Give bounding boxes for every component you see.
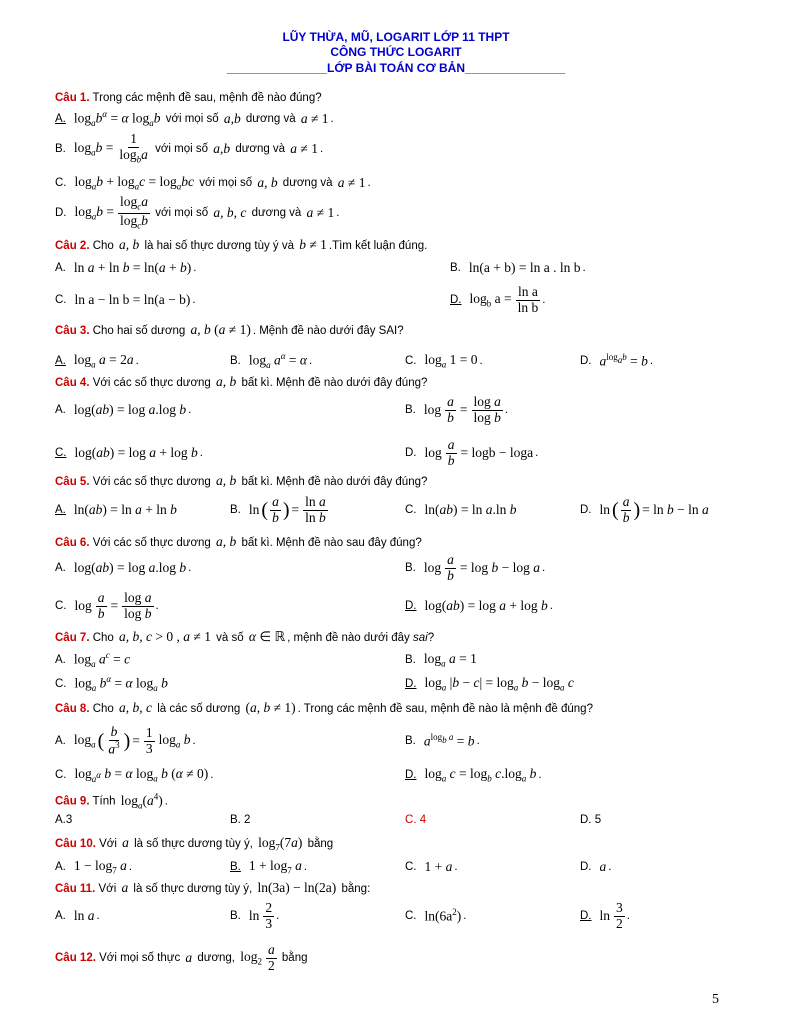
- q8-options-ab: A. $\log_a$ ( b $a^3$ ) = $\frac{1}{3}$ $\log_a b$ . B. $a^{log_b a} = b$ .: [55, 723, 480, 757]
- q1-option-d: D. $\log_ab$ = $\frac{\log_ca}{\log_cb}$ với mọi số a, b, c dương và a ≠ 1 .: [55, 193, 340, 231]
- q4-options-ab: A. log(ab) = log a.log b . B. log $\frac{a}{b}$ = $\frac{\text{log a}}{\text{log b}}$ .: [55, 393, 509, 425]
- doc-section-title: _______________LỚP BÀI TOÁN CƠ BẢN_______________: [226, 61, 566, 75]
- question-6: Câu 6. Với các số thực dương a, b bất kì. Mệnh đề nào sau đây đúng?: [55, 534, 422, 549]
- q7-options-ab: A. $\log_a a^c = c$ B. $\log_a a = 1$: [55, 650, 477, 670]
- question-12: Câu 12. Với mọi số thực a dương, $\log_2$ a 2 bằng: [55, 941, 308, 973]
- question-2: Câu 2. Cho a, b là hai số thực dương tùy ý và b ≠ 1 .Tìm kết luận đúng.: [55, 237, 428, 252]
- q4-options-cd: C. log(ab) = log a + log b . D. log $\frac{a}{b}$ = logb − loga .: [55, 436, 539, 468]
- q9-options: A.3 B. 2 C. 4 D. 5: [55, 814, 602, 826]
- q5-options: A. ln(ab) = ln a + ln b B. ln ( a b ) = $\frac{\text{ln a}}{\text{ln b}}$ C. ln(ab) = ln a.ln b D. ln ( a b ) = ln b − ln a: [55, 493, 709, 525]
- question-1: [55, 92, 322, 104]
- q7-options-cd: C. $\log_a b^\alpha = \alpha$ $\log_a b$ D. $\log_a |b - c| = \log_a b - \log_a c$: [55, 674, 574, 694]
- question-text: Trong các mệnh đề sau, mệnh đề nào đúng?: [92, 92, 322, 104]
- q8-options-cd: C. $\log_{a^\alpha} b = \alpha$ $\log_a b$ (α ≠ 0) . D. $\log_a c = \log_b c.\log_a$ b .: [55, 766, 542, 784]
- question-3: Câu 3. Cho hai số dương a, b (a ≠ 1) . Mệnh đề nào dưới đây SAI?: [55, 322, 404, 337]
- question-7: Câu 7. Cho a, b, c > 0 , a ≠ 1 và số α ∈ ℝ , mệnh đề nào dưới đây sai?: [55, 629, 435, 644]
- doc-title: LŨY THỪA, MŨ, LOGARIT LỚP 11 THPT: [282, 30, 510, 44]
- doc-subtitle: CÔNG THỨC LOGARIT: [330, 45, 462, 59]
- q3-options: A. $\log_a a = 2a$ . B. $\log_a a^\alpha = \alpha$ . C. $\log_a 1 = 0$ . D. $a^{log_ab} = b$ .: [55, 351, 654, 371]
- question-number: Câu 1.: [55, 92, 90, 104]
- question-5: Câu 5. Với các số thực dương a, b bất kì. Mệnh đề nào dưới đây đúng?: [55, 473, 428, 488]
- q1-option-b: B. $\log_ab$ = $\frac{1}{\log_ba}$ với mọi số a,b dương và a ≠ 1 .: [55, 131, 324, 165]
- question-9: Câu 9. Tính $\log_a(a^4)$ .: [55, 791, 168, 811]
- q1-option-c: C. $\log_ab + \log_ac = \log_abc$ với mọi số a, b dương và a ≠ 1 .: [55, 174, 371, 192]
- question-10: Câu 10. Với a là số thực dương tùy ý, $\log_7(7a)$ bằng: [55, 835, 334, 853]
- q6-options-cd: C. log $\frac{a}{b}$ = $\frac{\text{log a}}{\text{log b}}$ . D. log(ab) = log a + log b .: [55, 589, 553, 621]
- q10-options: A. $1 - \log_7 a$ . B. $1 + \log_7 a$ . C. 1 + a . D. a .: [55, 858, 612, 876]
- q6-options-ab: A. log(ab) = log a.log b . B. log $\frac{a}{b}$ = log b − log a .: [55, 551, 546, 583]
- question-8: Câu 8. Cho a, b, c là các số dương (a, b ≠ 1) . Trong các mệnh đề sau, mệnh đề nào là mệnh đề đúng?: [55, 700, 593, 715]
- q2-options-ab: A. ln a + ln b = ln(a + b) . B. ln(a + b) = ln a . ln b .: [55, 260, 586, 275]
- q11-options: A. ln a . B. ln 2 3 . C. $\ln(6a^2)$ . D. ln 3 2 .: [55, 899, 630, 931]
- question-11: Câu 11. Với a là số thực dương tùy ý, ln(3a) − ln(2a) bằng:: [55, 880, 371, 895]
- q1-option-a: A. $\log_ab^\alpha = \alpha$ $\log_ab$ với mọi số a,b dương và a ≠ 1 .: [55, 109, 334, 129]
- question-4: Câu 4. Với các số thực dương a, b bất kì. Mệnh đề nào dưới đây đúng?: [55, 374, 428, 389]
- q2-options-cd: C. ln a − ln b = ln(a − b) . D. $\log_b a$ = $\frac{\text{ln a}}{\text{ln b}}$ .: [55, 283, 546, 315]
- page-number: 5: [712, 992, 719, 1007]
